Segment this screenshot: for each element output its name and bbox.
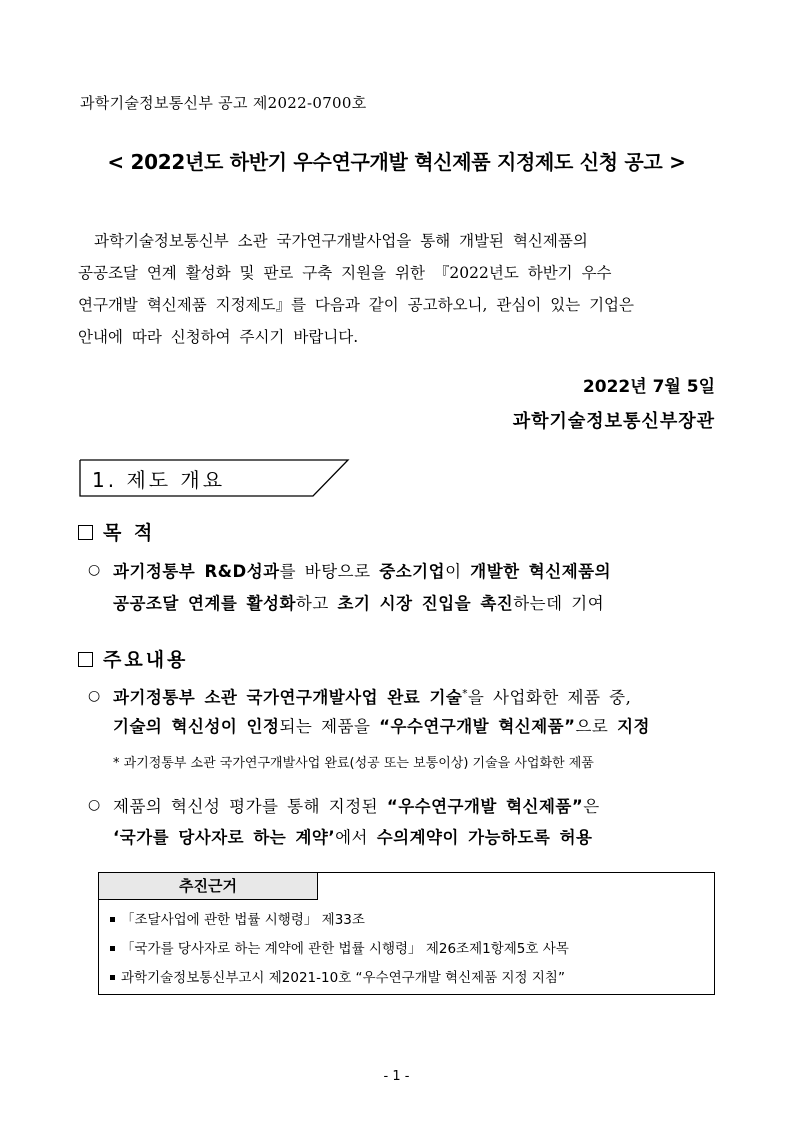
body-text: 되는 제품을 — [279, 717, 380, 736]
body-text: 하고 — [295, 594, 338, 613]
body-text: 은 — [583, 797, 600, 816]
issuer-name: 과학기술정보통신부장관 — [512, 411, 715, 432]
content-item2-line-1 — [113, 793, 600, 817]
circle-bullet-icon: ○ — [88, 797, 101, 813]
circle-bullet-icon: ○ — [88, 562, 101, 578]
circle-bullet-icon: ○ — [88, 688, 101, 704]
basis-item-text: 과학기술정보통신부고시 제2021-10호 “우수연구개발 혁신제품 지정 지침” — [121, 970, 565, 986]
emphasis-text: 과기정통부 소관 국가연구개발사업 완료 기술 — [113, 688, 463, 707]
emphasis-text: 중소기업 — [379, 562, 446, 581]
content-item1-line-1 — [113, 684, 631, 708]
basis-item-text: 「조달사업에 관한 법률 시행령」 제33조 — [121, 912, 365, 928]
square-bullet-icon — [110, 917, 115, 922]
body-text: 하는데 기여 — [513, 594, 605, 613]
checkbox-square-icon — [78, 525, 93, 540]
announcement-date: 2022년 7월 5일 — [582, 377, 715, 397]
intro-line: 연구개발 혁신제품 지정제도』를 다음과 같이 공고하오니, 관심이 있는 기업은 — [78, 296, 635, 314]
emphasis-text: 공공조달 연계를 활성화 — [113, 594, 296, 613]
emphasis-text: 수의계약이 가능하도록 허용 — [376, 828, 593, 847]
purpose-heading-label: 목 적 — [103, 522, 156, 544]
intro-line: 공공조달 연계 활성화 및 판로 구축 지원을 위한 『2022년도 하반기 우수 — [78, 264, 612, 282]
emphasis-text: 과기정통부 R&D성과 — [113, 562, 280, 581]
emphasis-text: 초기 시장 진입을 촉진 — [337, 594, 514, 613]
basis-item-text: 「국가를 당사자로 하는 계약에 관한 법률 시행령」 제26조제1항제5호 사목 — [121, 941, 569, 957]
emphasis-text: ‘국가를 당사자로 하는 계약’ — [113, 828, 336, 847]
notice-number: 과학기술정보통신부 공고 제2022-0700호 — [80, 94, 367, 112]
body-text: * — [462, 688, 468, 700]
content-item2-line-2 — [113, 824, 593, 848]
page-title: < 2022년도 하반기 우수연구개발 혁신제품 지정제도 신청 공고 > — [107, 150, 686, 174]
intro-paragraph — [78, 225, 718, 353]
body-text: 를 바탕으로 — [279, 562, 380, 581]
body-text: 을 사업화한 제품 중, — [467, 688, 632, 707]
purpose-heading — [78, 518, 155, 545]
emphasis-text: “우수연구개발 혁신제품” — [386, 797, 584, 816]
section-title: 1. 제도 개요 — [92, 468, 226, 492]
basis-title: 추진근거 — [98, 872, 318, 900]
body-text: 으로 — [575, 717, 618, 736]
content-heading-label: 주요내용 — [103, 649, 189, 671]
emphasis-text: 개발한 혁신제품의 — [470, 562, 612, 581]
basis-item — [110, 966, 565, 986]
purpose-line-1 — [113, 558, 611, 582]
basis-item — [110, 908, 365, 928]
purpose-line-2 — [113, 590, 604, 614]
intro-line: 과학기술정보통신부 소관 국가연구개발사업을 통해 개발된 혁신제품의 — [94, 232, 588, 250]
content-item1-line-2 — [113, 713, 650, 737]
square-bullet-icon — [110, 975, 115, 980]
intro-line: 안내에 따라 신청하여 주시기 바랍니다. — [78, 328, 359, 346]
emphasis-text: 지정 — [617, 717, 650, 736]
emphasis-text: 기술의 혁신성이 인정 — [113, 717, 280, 736]
checkbox-square-icon — [78, 652, 93, 667]
page-number: - 1 - — [383, 1069, 410, 1084]
content-heading — [78, 645, 188, 672]
body-text: 제품의 혁신성 평가를 통해 지정된 — [113, 797, 387, 816]
basis-item — [110, 937, 569, 957]
square-bullet-icon — [110, 946, 115, 951]
footnote: * 과기정통부 소관 국가연구개발사업 완료(성공 또는 보통이상) 기술을 사업화한 제품 — [113, 756, 594, 771]
emphasis-text: “우수연구개발 혁신제품” — [379, 717, 576, 736]
body-text: 에서 — [335, 828, 377, 847]
body-text: 이 — [445, 562, 471, 581]
